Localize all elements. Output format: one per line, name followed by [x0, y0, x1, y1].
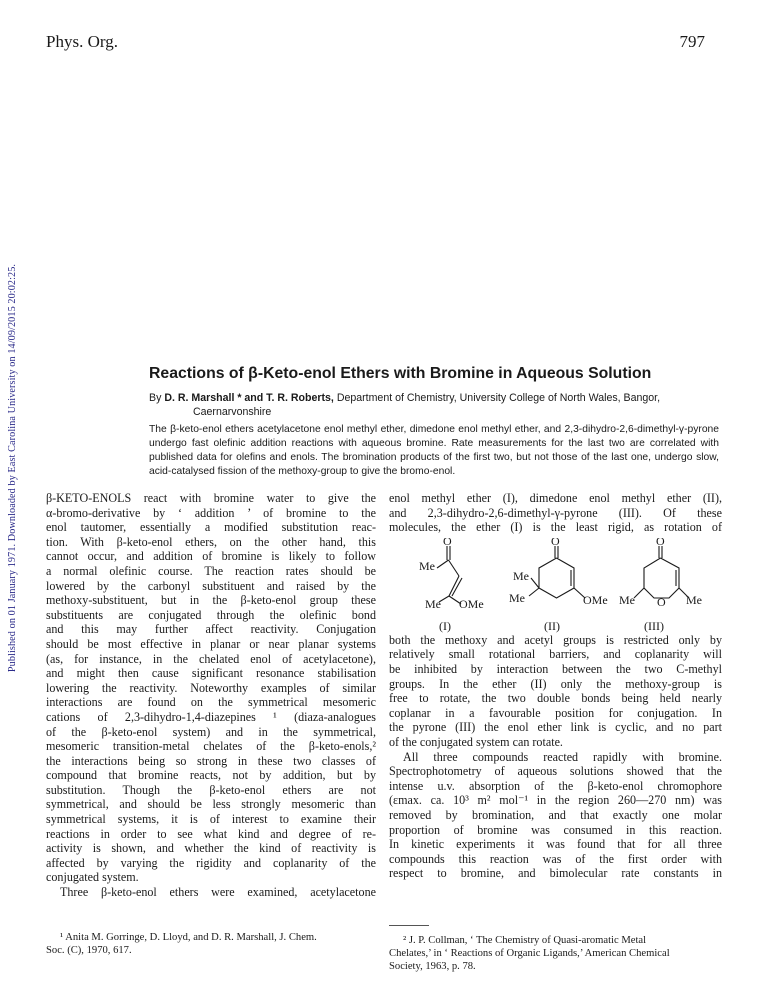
text-line: (as, for instance, in the chelated enol of acetylacetone), [46, 651, 376, 666]
text-line: α-bromo-derivative by ‘ addition ’ of bromine to the [46, 505, 376, 520]
footnote-1-line-2: Soc. (C), 1970, 617. [46, 945, 132, 956]
text-line: and might then cause significant resonance stabilisation [46, 666, 376, 681]
atom-me2-I: Me [425, 597, 441, 611]
atom-ome-I: OMe [459, 597, 484, 611]
text-line: substitution. Though the β-keto-enol ethers are not [46, 782, 376, 797]
paragraph-1 [46, 491, 376, 885]
footnote-2-line-1: ² J. P. Collman, ‘ The Chemistry of Quasi-aromatic Metal [403, 935, 647, 946]
atom-me-III-b: Me [686, 593, 702, 607]
journal-name: Phys. Org. [46, 32, 118, 51]
bond-me-III-a [634, 588, 644, 598]
footnote-rule [389, 925, 429, 926]
abstract: The β-keto-enol ethers acetylacetone enol methyl ether, dimedone enol methyl ether, and 2,3-dihydro-2,6-dimethyl-γ-pyrone undergo fast olefinic addition reactions with aqueous bromine. Rate measurements for the last two are correlated with published data for olefins and enols. The bromination products of the first two, but not those of the last one, undergo slow, acid-catalysed fission of the methoxy-group to give the bromo-enol. [149, 424, 719, 477]
text-line: symmetrical, and should be less strongly mesomeric than [46, 797, 376, 812]
paragraph-bottom [389, 633, 722, 750]
atom-me-III-a: Me [619, 593, 635, 607]
text-line: intense u.v. absorption of the β-keto-enol chromophore [389, 778, 722, 793]
label-compound-I: (I) [439, 619, 451, 633]
article-title: Reactions of β-Keto-enol Ethers with Bromine in Aqueous Solution [149, 365, 652, 382]
footnote-2-line-2: Chelates,’ in ‘ Reactions of Organic Ligands,’ American Chemical [389, 948, 670, 959]
page-number: 797 [679, 32, 705, 51]
text-line: mesomeric transition-metal chelates of the β-keto-enols,² [46, 739, 376, 754]
text-line: enol methyl ether (I), dimedone enol methyl ether (II), [389, 491, 722, 505]
footnote-2-line-3: Society, 1963, p. 78. [389, 961, 476, 972]
text-line: and this may further affect reactivity. Conjugation [46, 622, 376, 637]
bond-cc-I [449, 560, 460, 576]
text-line: groups. In the ether (II) only the methoxy-group is [389, 676, 722, 691]
atom-me-I: Me [419, 559, 435, 573]
text-line: should be most effective in planar or near planar systems [46, 636, 376, 651]
text-line: reactions in order to see what kind and degree of re- [46, 826, 376, 841]
paragraph-top [389, 491, 722, 535]
text-line: the interactions being so strong in these two classes of [46, 753, 376, 768]
text-line: respect to bromine, and bimolecular rate constants in [389, 866, 722, 881]
atom-ome-II: OMe [583, 593, 608, 607]
text-line: compound that bromine reacts, not by addition, but by [46, 768, 376, 783]
download-watermark: Published on 01 January 1971. Downloaded by East Carolina University on 14/09/2015 20:02:25. [7, 263, 18, 673]
text-line: the pyrone (III) the enol ether link is cyclic, and no part [389, 720, 722, 735]
affiliation-line-1: Department of Chemistry, University College of North Wales, Bangor, [336, 392, 661, 404]
text-line: methoxy-substituent, but in the β-keto-enol group these [46, 593, 376, 608]
label-compound-III: (III) [644, 619, 664, 633]
footnote-2 [389, 934, 722, 973]
text-line: of the conjugated system can rotate. [389, 734, 563, 749]
text-line: be inhibited by interaction between the two C-methyl [389, 661, 722, 676]
chemical-structures [389, 538, 722, 638]
text-line: compounds this reaction was of the first order with [389, 851, 722, 866]
byline [149, 391, 719, 419]
atom-o-III: O [656, 538, 665, 548]
text-line: of the β-keto-enol system) and in the symmetrical, [46, 724, 376, 739]
authors: D. R. Marshall * and T. R. Roberts, [164, 392, 334, 404]
footnote-1-line-1: ¹ Anita M. Gorringe, D. Lloyd, and D. R. Marshall, J. Chem. [60, 932, 317, 943]
text-line: interactions are found on the symmetrical mesomeric [46, 695, 376, 710]
paragraph-2 [46, 885, 376, 900]
text-line: cations of 2,3-dihydro-1,4-diazepines ¹ (diaza-analogues [46, 709, 376, 724]
atom-me-II-b: Me [509, 591, 525, 605]
label-compound-II: (II) [544, 619, 560, 633]
text-line: coplanar in a favourable position for conjugation. In [389, 705, 722, 720]
ring-III [644, 558, 679, 598]
left-column [46, 491, 376, 900]
text-line: both the methoxy and acetyl groups is restricted only by [389, 632, 722, 647]
text-line: All three compounds reacted rapidly with bromine. [403, 749, 722, 764]
text-line: free to rotate, the two double bonds being held nearly [389, 691, 722, 706]
text-line: β-KETO-ENOLS react with bromine water to give the [46, 491, 376, 505]
text-line: (εmax. ca. 10³ m² mol⁻¹ in the region 260—270 nm) was [389, 793, 722, 808]
text-line: proportion of bromine was consumed in this reaction. [389, 822, 722, 837]
text-line: tion. With β-keto-enol ethers, on the other hand, this [46, 534, 376, 549]
text-line: removed by bromination, and that exactly one molar [389, 807, 722, 822]
text-line: enol tautomer, essentially a modified substitution reac- [46, 520, 376, 535]
text-line: a normal olefinic course. The reaction rates should be [46, 563, 376, 578]
atom-o-II: O [551, 538, 560, 548]
text-line: Three β-keto-enol ethers were examined, acetylacetone [60, 885, 376, 900]
ring-II [539, 558, 574, 598]
bond-me-II-a [529, 588, 539, 596]
text-line: lowered by the carbonyl substituent and raised by the [46, 578, 376, 593]
byline-prefix: By [149, 392, 162, 404]
text-line: activity is shown, and whether the kind of reactivity is [46, 841, 376, 856]
atom-ring-o-III: O [657, 595, 666, 609]
text-line: cannot occur, and addition of bromine is likely to follow [46, 549, 376, 564]
text-line: and 2,3-dihydro-2,6-dimethyl-γ-pyrone (III). Of these [389, 505, 722, 520]
atom-o-I: O [443, 538, 452, 548]
text-line: conjugated system. [46, 870, 139, 885]
text-line: Spectrophotometry of aqueous solutions showed that the [389, 764, 722, 779]
text-line: In kinetic experiments it was found that for all three [389, 837, 722, 852]
text-line: lowering the reactivity. Noteworthy examples of similar [46, 680, 376, 695]
bond-me-II-b [531, 578, 539, 588]
text-line: affected by varying the rigidity and coplanarity of the [46, 855, 376, 870]
text-line: relatively small rotational barriers, and coplanarity will [389, 647, 722, 662]
paragraph-2 [389, 750, 722, 881]
text-line: substituents are conjugated through the olefinic bond [46, 607, 376, 622]
text-line: molecules, the ether (I) is the least rigid, as rotation of [389, 520, 722, 535]
bond-me-I [437, 560, 449, 568]
footnote-1 [46, 931, 376, 957]
affiliation-line-2: Caernarvonshire [193, 406, 272, 418]
atom-me-II-a: Me [513, 569, 529, 583]
text-line: symmetrical systems, it is of interest to examine their [46, 812, 376, 827]
